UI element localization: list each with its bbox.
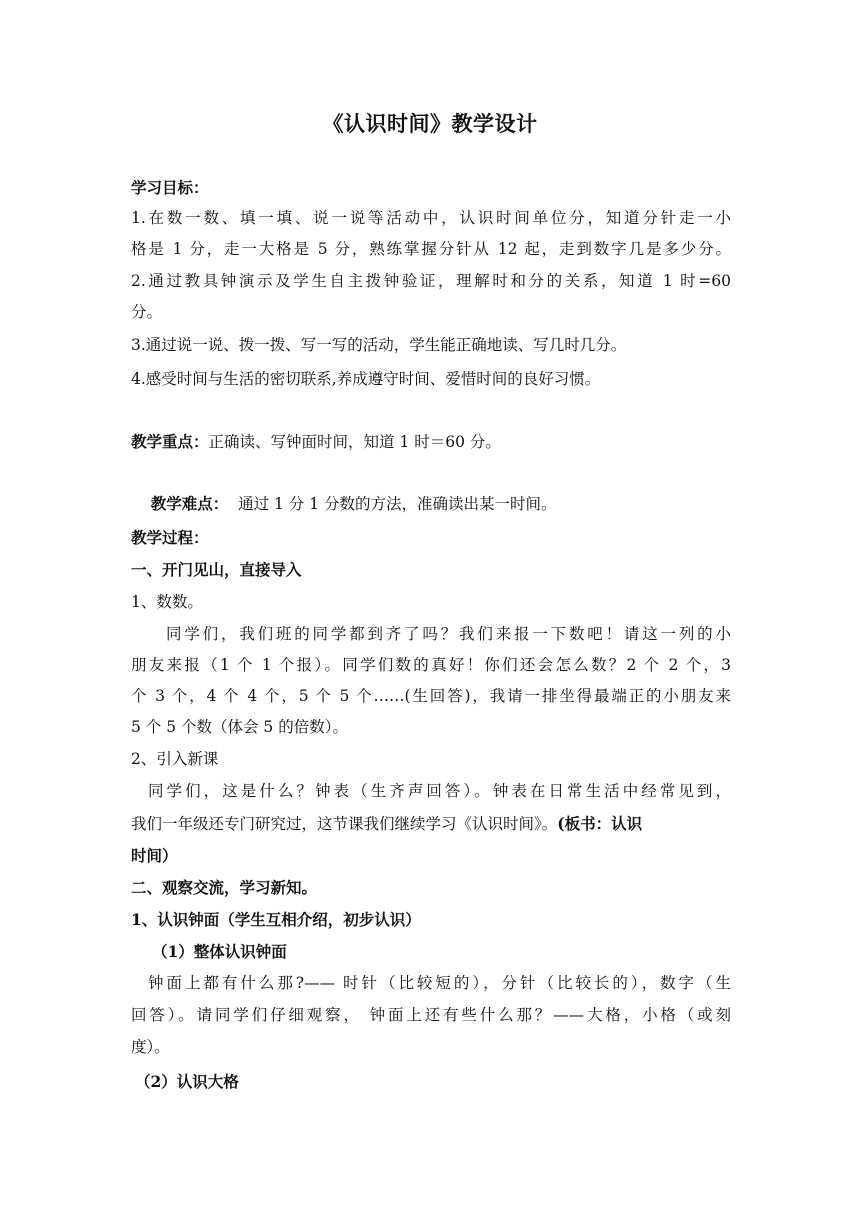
objective-line: 2.通过教具钟演示及学生自主拨钟验证，理解时和分的关系，知道 1 时=60 [131, 272, 731, 290]
paragraph-line: 钟面上都有什么那?—— 时针（比较短的），分针（比较长的），数字（生 [148, 974, 731, 992]
section2-sub1: 1、认识钟面（学生互相介绍，初步认识） [131, 910, 421, 929]
paragraph-line: 个 3 个，4 个 4 个，5 个 5 个……(生回答)，我请一排坐得最端正的小朋友来 [131, 687, 731, 705]
board-note: (板书：认识 [557, 814, 643, 833]
difficulty-text: 通过 1 分 1 分数的方法，准确读出某一时间。 [228, 495, 557, 513]
section2-sub1a: （1）整体认识钟面 [152, 942, 287, 961]
objective-line: 格是 1 分，走一大格是 5 分，熟练掌握分针从 12 起，走到数字几是多少分。 [131, 240, 731, 258]
paragraph-line [131, 808, 731, 840]
paragraph-line: 朋友来报（1 个 1 个报）。同学们数的真好！你们还会怎么数？2 个 2 个，3 [131, 656, 731, 674]
objective-line: 4.感受时间与生活的密切联系,养成遵守时间、爱惜时间的良好习惯。 [131, 370, 601, 388]
objectives-heading: 学习目标： [131, 178, 209, 197]
key-point [131, 426, 731, 458]
key-point-label: 教学重点： [131, 432, 209, 451]
section2-heading: 二、观察交流，学习新知。 [131, 878, 318, 897]
paragraph-line: 度）。 [131, 1038, 170, 1056]
board-note: 时间） [131, 846, 178, 865]
process-heading: 教学过程： [131, 528, 209, 547]
section2-sub1b: （2）认识大格 [135, 1072, 239, 1091]
key-point-text: 正确读、写钟面时间，知道 1 时＝60 分。 [208, 433, 501, 451]
paragraph-text: 我们一年级还专门研究过，这节课我们继续学习《认识时间》。 [131, 815, 558, 833]
difficulty-label: 教学难点： [150, 494, 229, 513]
section1-item2: 2、引入新课 [131, 750, 219, 768]
section1-heading: 一、开门见山，直接导入 [131, 560, 302, 579]
paragraph-line: 回答）。请同学们仔细观察， 钟面上还有些什么那？——大格，小格（或刻 [131, 1006, 731, 1024]
paragraph-line: 同学们，我们班的同学都到齐了吗？我们来报一下数吧！请这一列的小 [166, 625, 731, 643]
document-title: 《认识时间》教学设计 [322, 111, 538, 136]
objective-line: 分。 [131, 303, 163, 321]
objective-line: 1.在数一数、填一填、说一说等活动中，认识时间单位分，知道分针走一小 [131, 209, 731, 227]
paragraph-line: 5 个 5 个数（体会 5 的倍数）。 [131, 718, 348, 736]
section1-item1: 1、数数。 [131, 593, 203, 611]
objective-line: 3.通过说一说、拨一拨、写一写的活动，学生能正确地读、写几时几分。 [131, 336, 627, 354]
paragraph-line: 同学们，这是什么？钟表（生齐声回答）。钟表在日常生活中经常见到， [148, 782, 731, 800]
